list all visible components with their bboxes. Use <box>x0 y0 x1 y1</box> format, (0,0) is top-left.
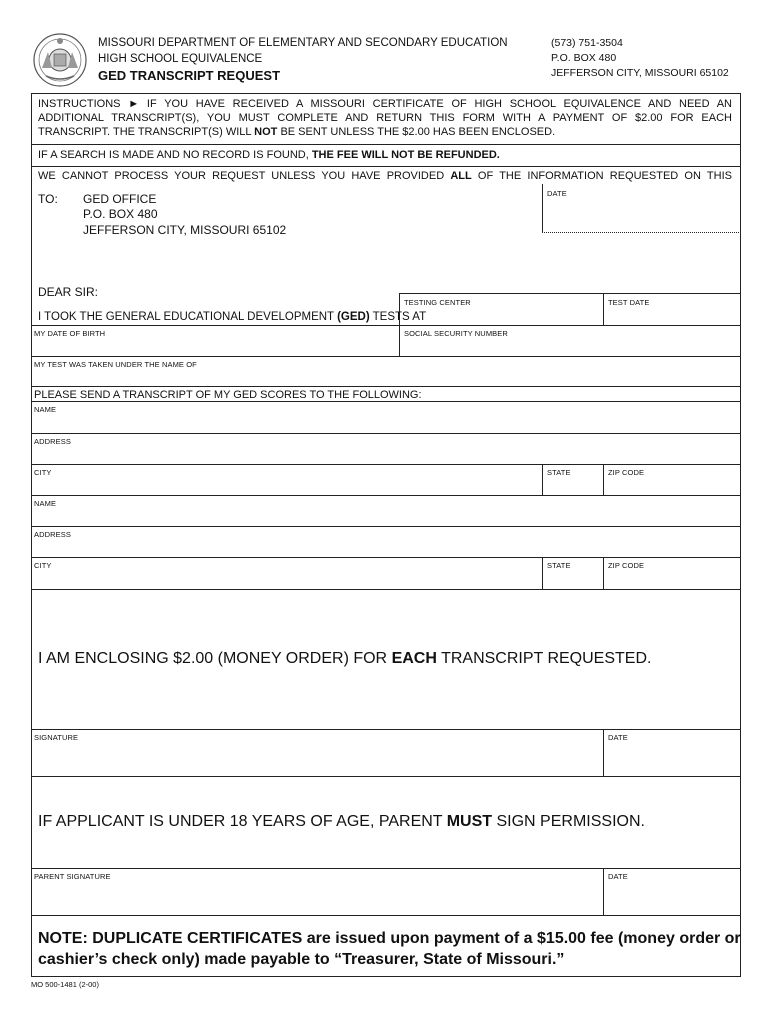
office-phone: (573) 751-3504 <box>551 37 623 49</box>
test-date-field[interactable] <box>604 306 740 325</box>
to-line-1: GED OFFICE <box>83 192 157 206</box>
recipient-1-address-label: ADDRESS <box>34 437 71 446</box>
instructions-line-2: ADDITIONAL TRANSCRIPT(S), YOU MUST COMPLETE AND RETURN THIS FORM WITH A PAYMENT OF $2.00 FOR EACH <box>38 112 732 124</box>
ssn-label: SOCIAL SECURITY NUMBER <box>404 329 508 338</box>
recipient-2-zip-field[interactable] <box>604 569 740 588</box>
recipient-2-address-label: ADDRESS <box>34 530 71 539</box>
instructions-label: INSTRUCTIONS <box>38 98 121 110</box>
recipient-2-name-field[interactable] <box>32 507 740 525</box>
recipient-1-state-field[interactable] <box>543 476 602 494</box>
took-ged-statement: I TOOK THE GENERAL EDUCATIONAL DEVELOPMENT (GED) TESTS AT <box>38 311 427 323</box>
recipient-1-city-label: CITY <box>34 468 52 477</box>
to-line-3: JEFFERSON CITY, MISSOURI 65102 <box>83 223 287 237</box>
refund-notice: IF A SEARCH IS MADE AND NO RECORD IS FOUND, THE FEE WILL NOT BE REFUNDED. <box>38 149 500 161</box>
office-po-box: P.O. BOX 480 <box>551 52 617 64</box>
recipient-1-name-label: NAME <box>34 405 57 414</box>
letter-date-field[interactable] <box>543 200 740 231</box>
recipient-2-zip-label: ZIP CODE <box>608 561 645 570</box>
recipient-1-name-field[interactable] <box>32 413 740 432</box>
letter-date-label: DATE <box>547 189 567 198</box>
test-name-field[interactable] <box>32 368 740 385</box>
testing-center-label: TESTING CENTER <box>404 298 471 307</box>
recipient-2-city-label: CITY <box>34 561 52 570</box>
recipient-2-address-field[interactable] <box>32 538 740 556</box>
test-date-label: TEST DATE <box>608 298 650 307</box>
org-line-1: MISSOURI DEPARTMENT OF ELEMENTARY AND SECONDARY EDUCATION <box>98 37 508 49</box>
recipients-heading: PLEASE SEND A TRANSCRIPT OF MY GED SCORES TO THE FOLLOWING: <box>34 389 422 401</box>
ssn-field[interactable] <box>400 338 740 356</box>
recipient-2-state-field[interactable] <box>543 569 602 588</box>
form-number: MO 500-1481 (2-00) <box>31 980 99 989</box>
dob-field[interactable] <box>32 338 398 356</box>
test-name-label: MY TEST WAS TAKEN UNDER THE NAME OF <box>34 360 197 369</box>
parent-statement: IF APPLICANT IS UNDER 18 YEARS OF AGE, PARENT MUST SIGN PERMISSION. <box>38 813 645 830</box>
payment-statement: I AM ENCLOSING $2.00 (MONEY ORDER) FOR EACH TRANSCRIPT REQUESTED. <box>38 650 652 667</box>
testing-center-field[interactable] <box>400 306 602 325</box>
salutation: DEAR SIR: <box>38 285 99 299</box>
dob-label: MY DATE OF BIRTH <box>34 329 106 338</box>
recipient-1-address-field[interactable] <box>32 445 740 464</box>
instructions-line-3: TRANSCRIPT. THE TRANSCRIPT(S) WILL NOT BE SENT UNLESS THE $2.00 HAS BEEN ENCLOSED. <box>38 126 556 138</box>
recipient-2-city-field[interactable] <box>32 569 541 588</box>
signature-date-label: DATE <box>608 733 628 742</box>
recipient-2-state-label: STATE <box>547 561 571 570</box>
signature-field[interactable] <box>32 742 602 775</box>
arrow-icon: ► <box>128 98 140 110</box>
parent-date-label: DATE <box>608 872 628 881</box>
office-city: JEFFERSON CITY, MISSOURI 65102 <box>551 67 729 79</box>
recipient-1-zip-label: ZIP CODE <box>608 468 645 477</box>
parent-signature-label: PARENT SIGNATURE <box>34 872 111 881</box>
parent-date-field[interactable] <box>604 881 740 914</box>
signature-date-field[interactable] <box>604 742 740 775</box>
process-notice: WE CANNOT PROCESS YOUR REQUEST UNLESS YOU HAVE PROVIDED ALL OF THE INFORMATION REQUESTED ON THIS <box>38 170 732 182</box>
recipient-1-state-label: STATE <box>547 468 571 477</box>
note-line-1: NOTE: DUPLICATE CERTIFICATES are issued upon payment of a $15.00 fee (money order or <box>38 930 741 947</box>
recipient-1-city-field[interactable] <box>32 476 541 494</box>
recipient-1-zip-field[interactable] <box>604 476 740 494</box>
form-title: GED TRANSCRIPT REQUEST <box>98 68 281 83</box>
parent-signature-field[interactable] <box>32 881 602 914</box>
to-line-2: P.O. BOX 480 <box>83 207 158 221</box>
org-line-2: HIGH SCHOOL EQUIVALENCE <box>98 53 263 65</box>
recipient-2-name-label: NAME <box>34 499 57 508</box>
instructions-line-1: INSTRUCTIONS ► IF YOU HAVE RECEIVED A MISSOURI CERTIFICATE OF HIGH SCHOOL EQUIVALENCE AND NEED AN <box>38 98 732 110</box>
signature-label: SIGNATURE <box>34 733 79 742</box>
note-line-2: cashier’s check only) made payable to “Treasurer, State of Missouri.” <box>38 951 565 968</box>
state-seal <box>32 32 88 88</box>
to-label: TO: <box>38 192 58 206</box>
